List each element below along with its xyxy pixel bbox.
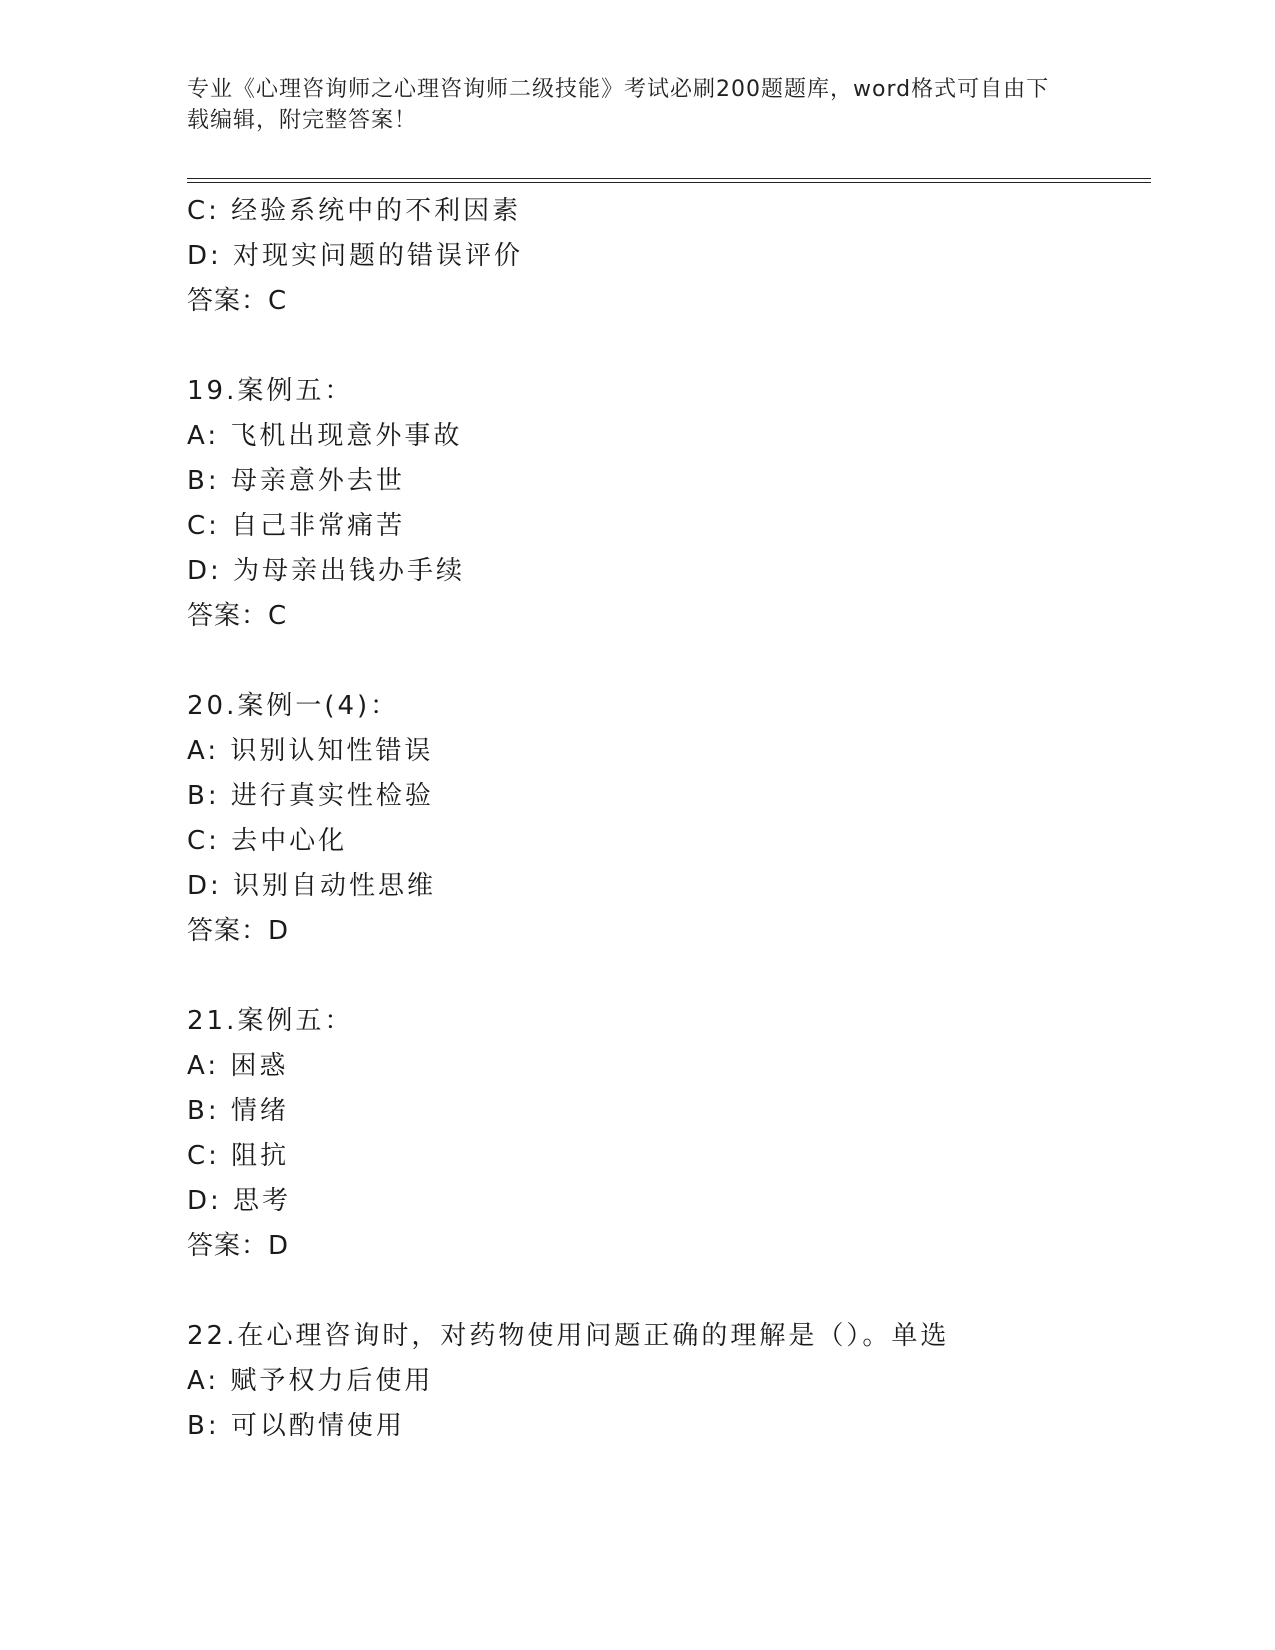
option-line: B: 情绪 (187, 1096, 289, 1126)
option-line: A: 赋予权力后使用 (187, 1366, 434, 1396)
option-line: D: 识别自动性思维 (187, 871, 437, 901)
question-line: 19.案例五： (187, 376, 354, 406)
option-line: B: 母亲意外去世 (187, 466, 405, 496)
answer-line: 答案：D (187, 1231, 290, 1261)
question-line: 22.在心理咨询时，对药物使用问题正确的理解是（）。单选 (187, 1321, 950, 1351)
option-line: A: 识别认知性错误 (187, 736, 434, 766)
option-line: A: 飞机出现意外事故 (187, 421, 463, 451)
option-line: D: 思考 (187, 1186, 292, 1216)
question-line: 20.案例一(4)： (187, 691, 400, 721)
option-line: D: 为母亲出钱办手续 (187, 556, 466, 586)
option-line: C: 经验系统中的不利因素 (187, 196, 522, 226)
option-line: C: 阻抗 (187, 1141, 290, 1171)
question-line: 21.案例五： (187, 1006, 354, 1036)
option-line: C: 去中心化 (187, 826, 348, 856)
option-line: C: 自己非常痛苦 (187, 511, 406, 541)
document-header: 专业《心理咨询师之心理咨询师二级技能》考试必刷200题题库，word格式可自由下载编辑，附完整答案！ (187, 77, 1050, 133)
option-line: B: 可以酌情使用 (187, 1411, 405, 1441)
option-line: B: 进行真实性检验 (187, 781, 434, 811)
answer-line: 答案：C (187, 601, 288, 631)
option-line: D: 对现实问题的错误评价 (187, 241, 524, 271)
answer-line: 答案：D (187, 916, 290, 946)
answer-line: 答案：C (187, 286, 288, 316)
header-rule-bottom (187, 182, 1151, 183)
option-line: A: 困惑 (187, 1051, 289, 1081)
header-rule-top (187, 178, 1151, 179)
